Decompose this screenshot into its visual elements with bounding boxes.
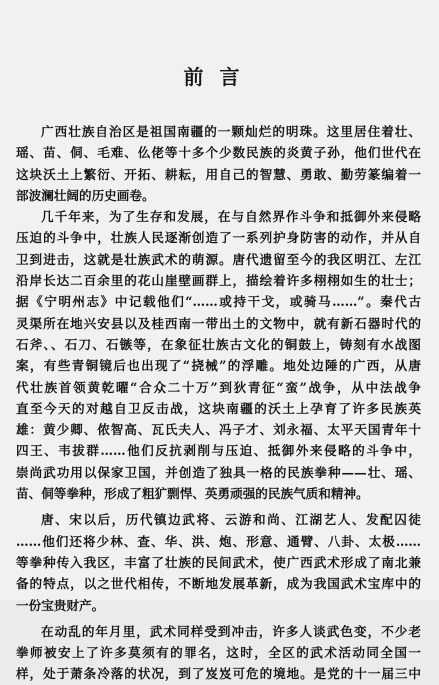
text-line: 这块沃土上繁衍、开拓、耕耘，用自己的智慧、勇敢、勤劳篆编着一 xyxy=(16,166,421,182)
text-line: 部波澜壮阔的历史画卷。 xyxy=(16,187,155,203)
text-line: 唐、宋以后，历代镇边武将、云游和尚、江湖艺人、发配囚徒 xyxy=(41,512,421,528)
paragraph xyxy=(16,621,421,685)
text-line: 等拳种传入我区，丰富了壮族的民间武术，使广西武术形成了南北兼 xyxy=(16,554,421,570)
page-title: 前言 xyxy=(183,65,256,89)
text-line: 瑶、苗、侗、毛难、仫佬等十多个少数民族的炎黄子孙，他们世代在 xyxy=(16,145,421,161)
text-line: 一份宝贵财产。 xyxy=(16,597,105,613)
text-line: 案，有些青铜镜后也出现了“挠械”的浮雕。地处边陲的广西，从唐 xyxy=(16,358,421,374)
text-line: 备的特点，以之世代相传，不断地发展革新，成为我国武术宝库中的 xyxy=(16,576,421,592)
text-line: 几千年来，为了生存和发展，在与自然界作斗争和抵御外来侵略 xyxy=(41,209,421,225)
text-line: 样，处于萧条冷落的状况，到了岌岌可危的境地。是党的十一届三中 xyxy=(16,666,421,682)
text-line: 在动乱的年月里，武术同样受到冲击，许多人谈武色变，不少老 xyxy=(41,623,421,639)
text-line: ……他们还将少林、查、华、洪、炮、形意、通臂、八卦、太极…… xyxy=(16,533,421,549)
text-line: 压迫的斗争中，壮族人民逐渐创造了一系列护身防害的动作，并从自 xyxy=(16,230,421,246)
text-line: 崇尚武功用以保家卫国，并创造了独具一格的民族拳种——壮、瑶、 xyxy=(16,464,421,480)
text-line: 广西壮族自治区是祖国南疆的一颗灿烂的明珠。这里居住着壮、 xyxy=(41,124,421,139)
text-line: 石斧、、石刀、石镞等，在象征壮族古文化的铜鼓上，铸刻有水战图 xyxy=(16,336,421,352)
paragraph xyxy=(16,206,421,504)
body-text xyxy=(16,121,421,685)
text-line: 据《宁明州志》中记载他们“……或持干戈，或骑马……”。秦代古 xyxy=(16,294,421,310)
text-line: 拳师被安上了许多莫须有的罪名，这时，全区的武术活动同全国一 xyxy=(16,645,421,661)
text-line: 卫到进击，这就是壮族武术的萌源。唐代遗留至今的我区明江、左江 xyxy=(16,251,421,267)
text-line: 沿岸长达二百余里的花山崖壁画群上，描绘着许多栩栩如生的壮士； xyxy=(16,273,421,289)
text-line: 四王、韦拔群……他们反抗剥削与压迫、抵御外来侵略的斗争中， xyxy=(16,443,421,459)
paragraph xyxy=(16,121,421,206)
text-line: 直至今天的对越自卫反击战，这块南疆的沃土上孕育了许多民族英 xyxy=(16,400,421,416)
text-line: 苗、侗等拳种，形成了粗犷剽悍、英勇顽强的民族气质和精神。 xyxy=(16,486,369,502)
text-line: 灵渠所在地兴安县以及桂西南一带出土的文物中，就有新石器时代的 xyxy=(16,315,421,331)
text-line: 代壮族首领黄乾曜“合众二十万”到狄青征“蛮”战争，从中法战争 xyxy=(16,379,421,395)
text-line: 雄：黄少卿、侬智高、瓦氏夫人、冯子才、刘永福、太平天国青年十 xyxy=(16,422,421,438)
